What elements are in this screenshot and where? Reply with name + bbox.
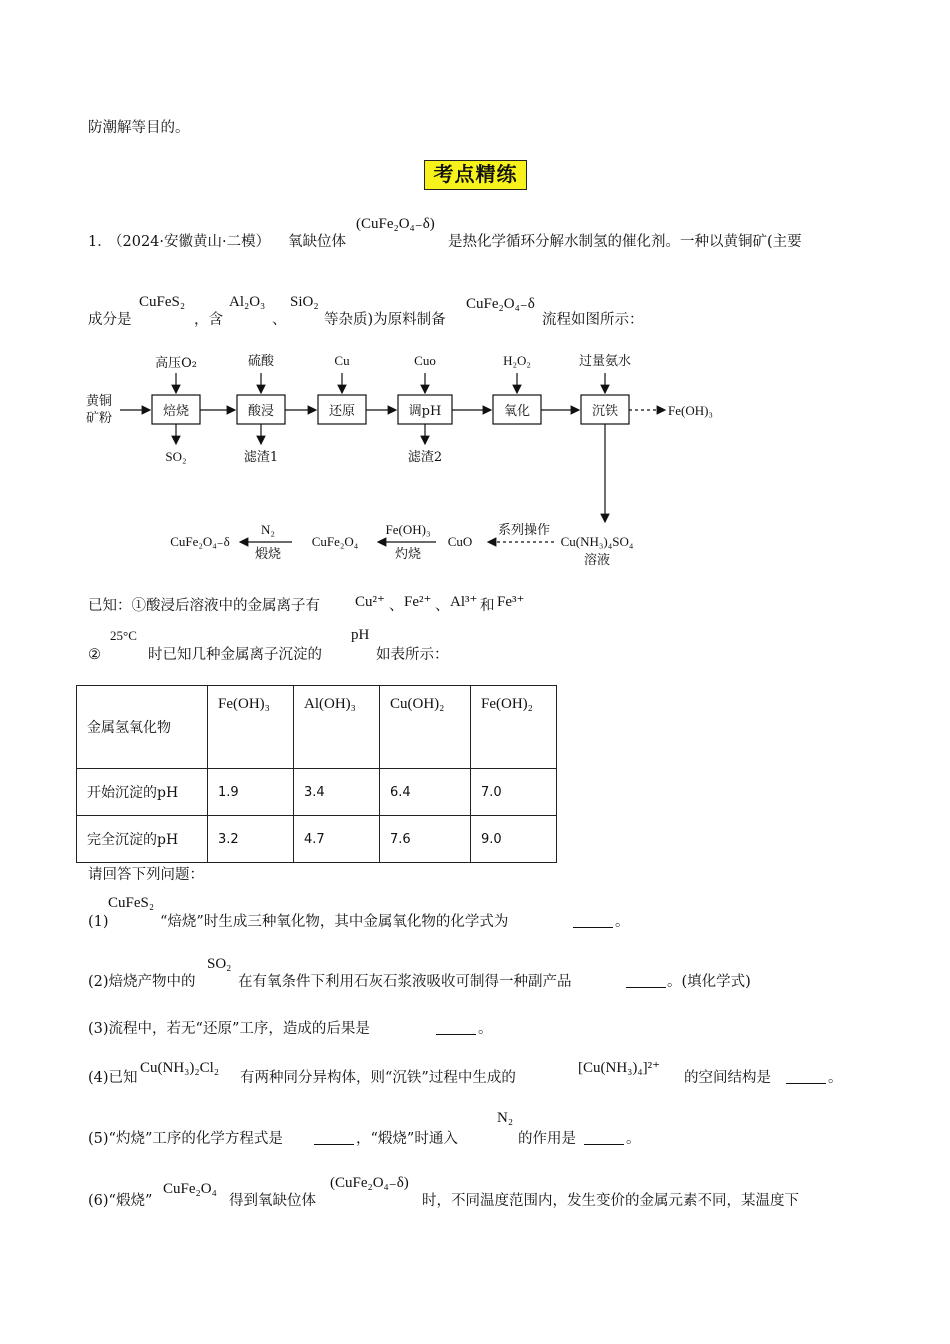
- q5-text-b: ，“煅烧”时通入: [356, 1131, 458, 1147]
- ion-fe3: Fe³⁺: [497, 594, 525, 610]
- raw-label-2: 矿粉: [86, 411, 113, 426]
- problem-line2-b: ，含: [194, 312, 223, 328]
- table-cell: 1.9: [208, 769, 294, 816]
- problem-line2-e: 流程如图所示：: [542, 312, 644, 328]
- q2-formula: SO₂: [207, 956, 232, 972]
- problem-line2-a: 成分是: [88, 312, 132, 328]
- known-line2-a: ②: [88, 647, 101, 663]
- q5-formula: N₂: [497, 1110, 514, 1126]
- step-forge: 煅烧: [254, 547, 282, 562]
- table-cell: 9.0: [471, 816, 557, 863]
- table-cell: 7.6: [380, 816, 471, 863]
- step-calcine: 灼烧: [394, 547, 422, 562]
- fe-oh3-output: Fe(OH)₃: [668, 403, 713, 418]
- table-cell: 完全沉淀的pH: [77, 816, 208, 863]
- section-title: 考点精练: [424, 160, 527, 190]
- solution-label: 溶液: [583, 553, 611, 568]
- q5-text-c: 的作用是: [518, 1131, 576, 1147]
- input-h2o2: H₂O₂: [503, 353, 531, 368]
- step-feoh3: Fe(OH)₃: [385, 522, 431, 537]
- q6-text-c: 时，不同温度范围内，发生变价的金属元素不同，某温度下: [422, 1193, 799, 1209]
- cufe2o4-product: CuFe₂O₄: [311, 534, 359, 549]
- q1-number: (1): [88, 914, 109, 930]
- table-cell: 3.4: [294, 769, 380, 816]
- problem-line1-a: 氧缺位体: [288, 234, 346, 250]
- svg-text:酸浸: 酸浸: [247, 404, 275, 419]
- q5-end: 。: [626, 1131, 641, 1147]
- table-cell: 4.7: [294, 816, 380, 863]
- cuo-product: CuO: [447, 534, 473, 549]
- known-line2-c: 如表所示：: [376, 647, 449, 663]
- table-header-cell: Cu(OH)₂: [380, 686, 471, 769]
- process-flow-diagram: [80, 345, 730, 580]
- output-residue-1: 滤渣1: [243, 450, 279, 465]
- q2-text-c: 。(填化学式): [667, 974, 751, 990]
- svg-text:沉铁: 沉铁: [591, 404, 619, 419]
- table-cell: 开始沉淀的pH: [77, 769, 208, 816]
- q4-end: 。: [828, 1070, 843, 1086]
- q6-text-a: (6)“煅烧”: [88, 1193, 153, 1209]
- table-cell: 6.4: [380, 769, 471, 816]
- box-acid-leach: [237, 395, 285, 424]
- q4-formula-1: Cu(NH₃)₂Cl₂: [140, 1060, 220, 1076]
- q4-text-c: 的空间结构是: [684, 1070, 771, 1086]
- temp-25c: 25°C: [110, 628, 137, 643]
- solution-formula: Cu(NH₃)₄SO₄: [560, 534, 634, 549]
- q1-answer-blank[interactable]: [573, 913, 613, 928]
- problem-line1-b: 是热化学循环分解水制氢的催化剂。一种以黄铜矿(主要: [448, 234, 802, 250]
- step-series-ops: 系列操作: [497, 523, 551, 538]
- q3-end: 。: [478, 1021, 493, 1037]
- q2-text-b: 在有氧条件下利用石灰石浆液吸收可制得一种副产品: [238, 974, 572, 990]
- input-cuo: Cuo: [414, 353, 436, 368]
- formula-al2o3: Al₂O₃: [229, 294, 266, 310]
- box-adjust-ph: [398, 395, 452, 424]
- table-cell: 3.2: [208, 816, 294, 863]
- questions-intro: 请回答下列问题：: [88, 867, 204, 883]
- table-header-row: [77, 686, 557, 769]
- known-line1: 已知：①酸浸后溶液中的金属离子有: [88, 598, 320, 614]
- q4-text-a: (4)已知: [88, 1070, 138, 1086]
- formula-cufe2o4d-2: CuFe₂O₄₋δ: [466, 296, 535, 312]
- table-row: [77, 769, 557, 816]
- table-header-cell: Al(OH)₃: [294, 686, 380, 769]
- problem-number: 1．: [88, 234, 112, 250]
- q5-answer-blank-2[interactable]: [584, 1130, 624, 1145]
- q2-answer-blank[interactable]: [626, 973, 666, 988]
- formula-cufes2: CuFeS₂: [139, 294, 186, 310]
- table-header-cell: Fe(OH)₂: [471, 686, 557, 769]
- raw-label-1: 黄铜: [86, 394, 113, 409]
- q6-formula-1: CuFe₂O₄: [163, 1181, 217, 1197]
- ion-cu2: Cu²⁺: [355, 594, 385, 610]
- svg-text:焙烧: 焙烧: [162, 404, 190, 419]
- svg-text:调pH: 调pH: [408, 404, 442, 419]
- q1-text: “焙烧”时生成三种氧化物，其中金属氧化物的化学式为: [160, 914, 509, 930]
- box-reduce: [318, 395, 366, 424]
- q3-text-a: (3)流程中，若无“还原”工序，造成的后果是: [88, 1021, 370, 1037]
- table-header-cell: Fe(OH)₃: [208, 686, 294, 769]
- q4-text-b: 有两种同分异构体，则“沉铁”过程中生成的: [240, 1070, 516, 1086]
- input-o2: 高压O₂: [155, 356, 197, 371]
- input-ammonia: 过量氨水: [578, 354, 632, 369]
- ion-al3: Al³⁺: [450, 594, 478, 610]
- problem-source: （2024·安徽黄山·二模）: [108, 234, 271, 250]
- input-sulfuric-acid: 硫酸: [247, 354, 275, 369]
- q1-end: 。: [615, 914, 630, 930]
- q4-answer-blank[interactable]: [786, 1069, 826, 1084]
- q2-text-a: (2)焙烧产物中的: [88, 974, 196, 990]
- q5-text-a: (5)“灼烧”工序的化学方程式是: [88, 1131, 283, 1147]
- svg-text:氧化: 氧化: [503, 404, 531, 419]
- precipitation-ph-table: [76, 685, 557, 863]
- q6-formula-2: (CuFe₂O₄₋δ): [330, 1175, 409, 1191]
- q5-answer-blank-1[interactable]: [314, 1130, 354, 1145]
- intro-text: 防潮解等目的。: [88, 120, 190, 136]
- known-line2-b: 时已知几种金属离子沉淀的: [148, 647, 322, 663]
- q3-answer-blank[interactable]: [436, 1020, 476, 1035]
- problem-line2-d: 等杂质)为原料制备: [324, 312, 446, 328]
- box-precipitate-iron: [581, 395, 629, 424]
- table-cell: 7.0: [471, 769, 557, 816]
- q6-text-b: 得到氧缺位体: [229, 1193, 316, 1209]
- known-sep-2: 、: [435, 598, 450, 614]
- q1-formula: CuFeS₂: [108, 895, 155, 911]
- output-so2: SO₂: [165, 449, 187, 464]
- box-oxidize: [493, 395, 541, 424]
- input-cu: Cu: [334, 353, 350, 368]
- formula-sio2: SiO₂: [290, 294, 319, 310]
- box-roast: [152, 395, 200, 424]
- table-header-cell: 金属氢氧化物: [77, 686, 208, 769]
- q4-formula-2: [Cu(NH₃)₄]²⁺: [578, 1060, 661, 1076]
- known-sep-1: 、: [389, 598, 404, 614]
- svg-text:还原: 还原: [328, 404, 356, 419]
- formula-cufe2o4d: (CuFe₂O₄₋δ): [356, 216, 435, 232]
- final-product: CuFe₂O₄₋δ: [170, 534, 230, 549]
- ph-label: pH: [351, 627, 370, 643]
- ion-fe2: Fe²⁺: [404, 594, 432, 610]
- output-residue-2: 滤渣2: [407, 450, 443, 465]
- table-row: [77, 816, 557, 863]
- problem-line2-c: 、: [272, 312, 287, 328]
- step-n2: N₂: [261, 522, 275, 537]
- known-and: 和: [480, 598, 495, 614]
